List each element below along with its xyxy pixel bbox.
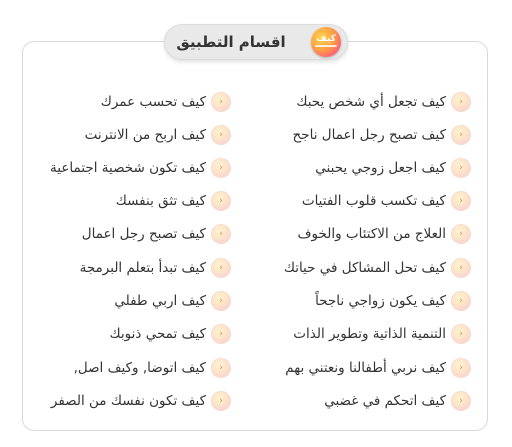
section-item[interactable] (85, 123, 230, 147)
section-item[interactable] (293, 123, 470, 147)
chevron-left-icon: ‹ (212, 359, 230, 377)
chevron-left-icon: ‹ (452, 292, 470, 310)
chevron-left-icon: ‹ (452, 192, 470, 210)
section-item[interactable] (298, 222, 470, 246)
chevron-left-icon: ‹ (212, 126, 230, 144)
section-item-label: كيف تجعل أي شخص يحبك (296, 94, 446, 110)
app-logo (311, 27, 341, 57)
chevron-left-icon: ‹ (452, 392, 470, 410)
section-item-label: كيف يكون زواجي ناجحاً (315, 293, 446, 309)
section-item[interactable] (50, 156, 230, 180)
chevron-left-icon: ‹ (452, 259, 470, 277)
section-item[interactable] (101, 90, 230, 114)
section-item[interactable] (315, 289, 470, 313)
section-item[interactable] (285, 356, 470, 380)
section-item-label: كيف تبدأ بتعلم البرمجة (79, 260, 206, 276)
section-item[interactable] (74, 356, 230, 380)
section-item-label: كيف تكون شخصية اجتماعية (50, 160, 206, 176)
section-item-label: كيف تصبح رجل اعمال (81, 226, 206, 242)
chevron-left-icon: ‹ (212, 159, 230, 177)
section-item-label: كيف اتوضا, وكيف اصل, (73, 360, 206, 376)
section-item-label: كيف تمحي ذنوبك (109, 326, 206, 342)
section-item-label: كيف اتحكم في غضبي (324, 393, 446, 409)
section-item[interactable] (324, 389, 470, 413)
chevron-left-icon: ‹ (212, 259, 230, 277)
chevron-left-icon: ‹ (212, 292, 230, 310)
chevron-left-icon: ‹ (452, 159, 470, 177)
chevron-left-icon: ‹ (212, 93, 230, 111)
chevron-left-icon: ‹ (212, 192, 230, 210)
section-item[interactable] (116, 189, 230, 213)
section-item-label: كيف تثق بنفسك (115, 193, 206, 209)
chevron-left-icon: ‹ (452, 93, 470, 111)
section-item[interactable] (293, 322, 470, 346)
chevron-left-icon: ‹ (212, 225, 230, 243)
section-item-label: كيف تكون نفسك من الصفر (50, 393, 206, 409)
chevron-left-icon: ‹ (452, 126, 470, 144)
chevron-left-icon: ‹ (452, 225, 470, 243)
section-item-label: كيف نربي أطفالنا ونعتني بهم (285, 360, 446, 376)
section-item[interactable] (302, 189, 470, 213)
chevron-left-icon: ‹ (452, 325, 470, 343)
chevron-left-icon: ‹ (212, 392, 230, 410)
section-item-label: كيف اربي طفلي (114, 293, 206, 309)
section-item[interactable] (114, 289, 230, 313)
section-item[interactable] (110, 322, 230, 346)
section-item[interactable] (315, 156, 470, 180)
section-item-label: كيف اربح من الانترنت (84, 127, 206, 143)
section-item[interactable] (51, 389, 230, 413)
section-item-label: كيف تكسب قلوب الفتيات (301, 193, 446, 209)
section-item-label: كيف تصبح رجل اعمال ناجح (292, 127, 446, 143)
logo-underline (315, 45, 337, 47)
chevron-left-icon: ‹ (212, 325, 230, 343)
section-item[interactable] (82, 222, 230, 246)
section-item[interactable] (296, 90, 470, 114)
section-item-label: التنمية الذاتية وتطوير الذات (293, 326, 446, 342)
section-item-label: كيف تحل المشاكل في حياتك (283, 260, 446, 276)
page-title: اقسام التطبيق (176, 33, 286, 51)
section-item[interactable] (284, 256, 470, 280)
section-item-label: كيف تحسب عمرك (100, 94, 206, 110)
section-item-label: العلاج من الاكتئاب والخوف (297, 226, 446, 242)
section-item-label: كيف اجعل زوجي يحبني (315, 160, 446, 176)
section-item[interactable] (80, 256, 230, 280)
logo-text: كيف (316, 34, 336, 44)
chevron-left-icon: ‹ (452, 359, 470, 377)
